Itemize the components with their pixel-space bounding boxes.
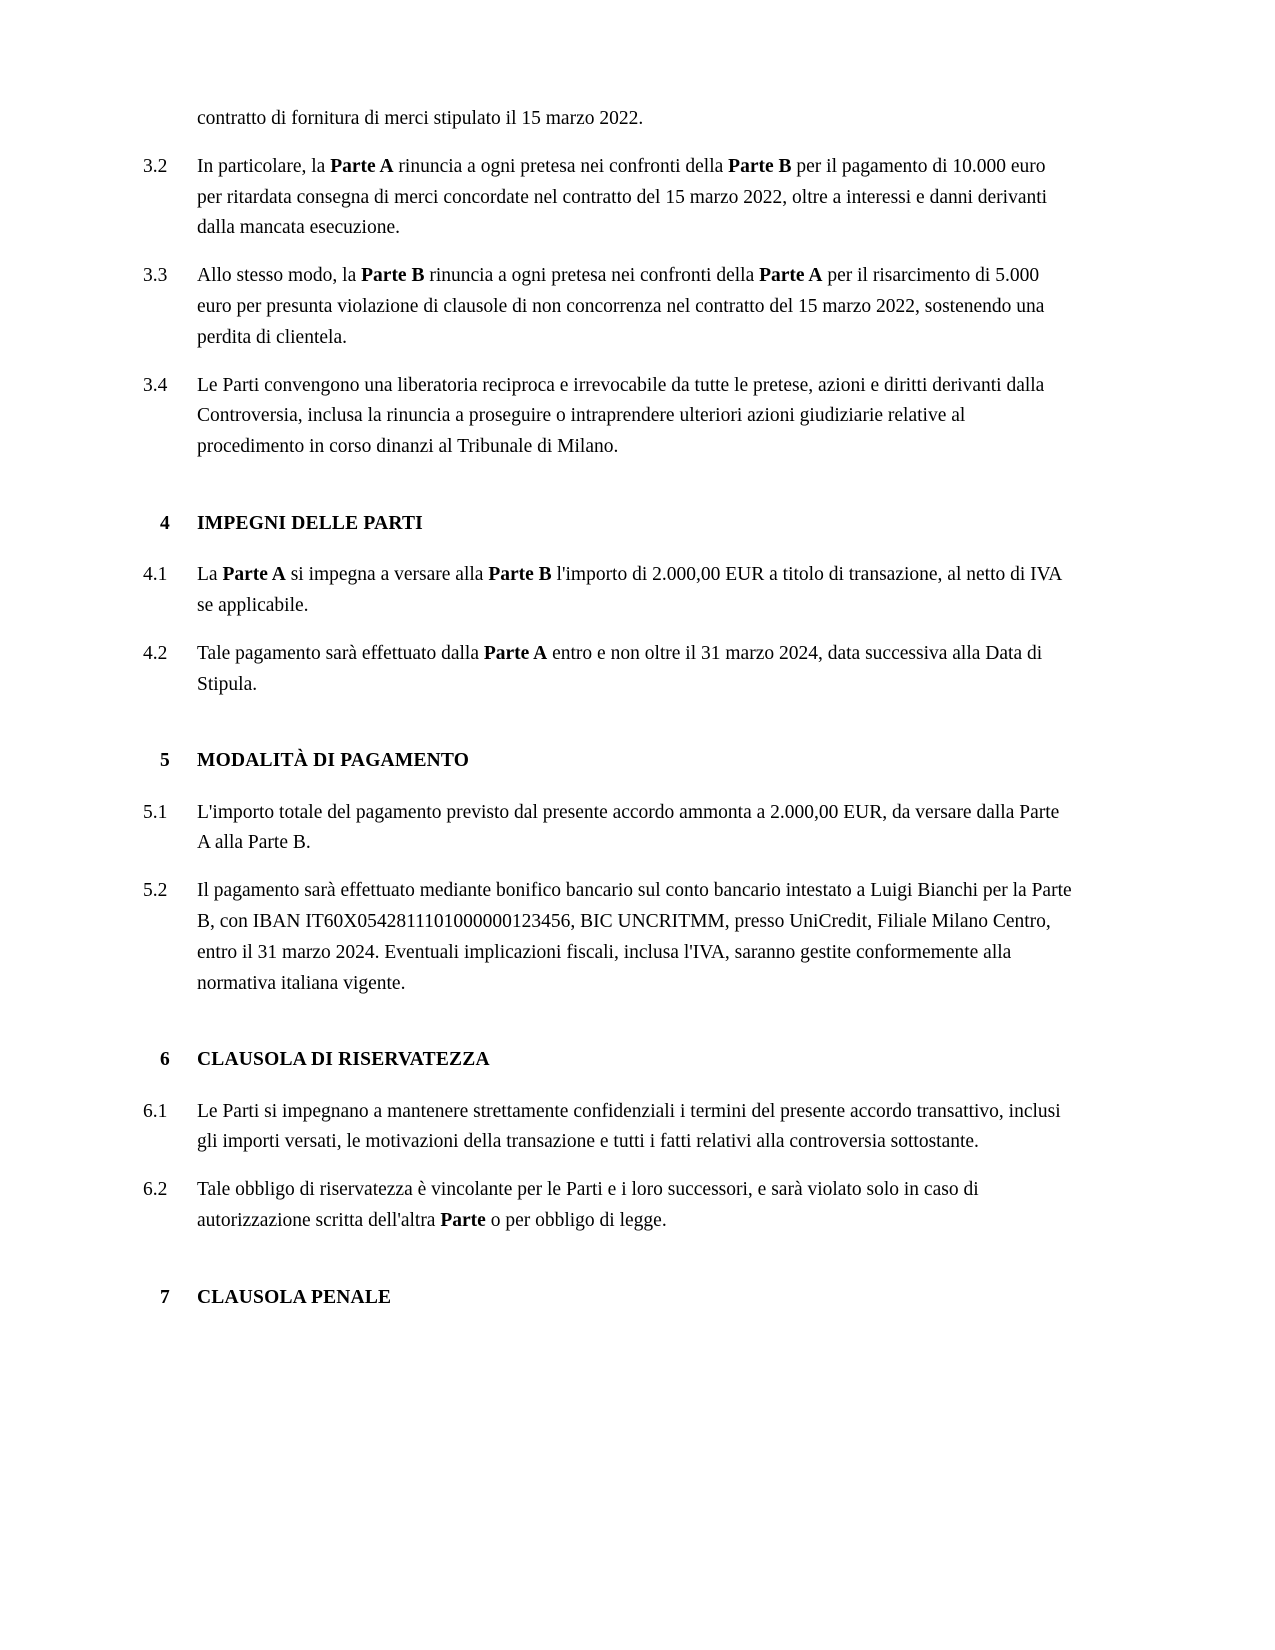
emphasis-run: Parte B	[728, 155, 792, 177]
emphasis-run: Parte A	[330, 155, 394, 177]
clause-5-1	[143, 798, 1073, 860]
clause-4-2	[143, 639, 1073, 701]
clause-text	[197, 1097, 1073, 1159]
emphasis-run: Parte A	[759, 265, 823, 287]
clause-text	[197, 560, 1073, 622]
text-run: Le Parti si impegnano a mantenere strettamente confidenziali i termini del presente accordo transattivo, inclusi gli importi versati, le motivazioni della transazione e tutti i fatti relativi alla controversia sottostante.	[197, 1100, 1061, 1153]
document-body	[143, 104, 1073, 1334]
emphasis-run: Parte A	[483, 642, 548, 664]
text-run: contratto di fornitura di merci stipulato il 15 marzo 2022.	[197, 108, 644, 129]
emphasis-run: Parte A	[222, 564, 286, 586]
emphasis-run: Parte B	[488, 564, 552, 586]
clause-4-1	[143, 560, 1073, 622]
section-heading-5	[143, 746, 1073, 775]
clause-number: 5.1	[143, 801, 168, 823]
section-heading-7	[143, 1283, 1073, 1312]
text-run: La	[197, 564, 223, 586]
section-title: CLAUSOLA DI RISERVATEZZA	[197, 1049, 490, 1071]
clause-number: 6.1	[143, 1100, 168, 1122]
text-run: L'importo totale del pagamento previsto dal presente accordo ammonta a 2.000,00 EUR, da versare dalla Parte A alla Parte B.	[197, 801, 1060, 854]
clause-text	[197, 1175, 1073, 1237]
section-number: 6	[160, 1049, 170, 1071]
section-number: 5	[160, 750, 170, 772]
clause-number: 3.3	[143, 265, 168, 287]
section-title: CLAUSOLA PENALE	[197, 1286, 392, 1308]
text-run: l'importo di 2.000,00 EUR a titolo di transazione, al netto di IVA se applicabile.	[197, 564, 1062, 617]
text-run: Le Parti convengono una liberatoria reciproca e irrevocabile da tutte le pretese, azioni e diritti derivanti dalla Controversia, inclusa la rinuncia a proseguire o intraprendere ulteriori azioni giudiziarie relative al procedimento in corso dinanzi al Tribunale di Milano.	[197, 374, 1045, 458]
section-number: 7	[160, 1286, 170, 1308]
clause-text	[197, 152, 1073, 244]
text-run: si impegna a versare alla	[285, 564, 489, 586]
clause-number: 6.2	[143, 1179, 168, 1201]
clause-text	[197, 261, 1073, 353]
clause-text	[197, 876, 1073, 999]
emphasis-run: Parte B	[361, 265, 425, 287]
emphasis-run: Parte	[440, 1210, 486, 1232]
section-title: IMPEGNI DELLE PARTI	[197, 512, 423, 534]
clause-number: 5.2	[143, 880, 168, 902]
text-run: per il pagamento di 10.000 euro per ritardata consegna di merci concordate nel contratto del 15 marzo 2022, oltre a interessi e danni derivanti dalla mancata esecuzione.	[197, 155, 1048, 239]
clause-5-2	[143, 876, 1073, 999]
clause-3-1-continuation	[197, 104, 1073, 135]
clause-number: 3.4	[143, 374, 168, 396]
section-number: 4	[160, 512, 170, 534]
clause-3-4	[143, 371, 1073, 463]
text-run: o per obbligo di legge.	[485, 1210, 667, 1232]
clause-6-2	[143, 1175, 1073, 1237]
text-run: In particolare, la	[197, 155, 331, 177]
clause-text	[197, 639, 1073, 701]
section-heading-6	[143, 1045, 1073, 1074]
clause-6-1	[143, 1097, 1073, 1159]
text-run: rinuncia a ogni pretesa nei confronti della	[424, 265, 760, 287]
text-run: Tale obbligo di riservatezza è vincolante per le Parti e i loro successori, e sarà violato solo in caso di autorizzazione scritta dell'altra	[197, 1179, 979, 1232]
clause-text	[197, 798, 1073, 860]
clause-number: 3.2	[143, 155, 168, 177]
clause-3-2	[143, 152, 1073, 244]
text-run: entro e non oltre il 31 marzo 2024, data successiva alla Data di Stipula.	[197, 642, 1043, 695]
text-run: per il risarcimento di 5.000 euro per presunta violazione di clausole di non concorrenza nel contratto del 15 marzo 2022, sostenendo una perdita di clientela.	[197, 265, 1045, 348]
text-run: Tale pagamento sarà effettuato dalla	[197, 642, 484, 664]
clause-text	[197, 371, 1073, 463]
section-title: MODALITÀ DI PAGAMENTO	[197, 750, 470, 772]
clause-3-3	[143, 261, 1073, 353]
text-run: rinuncia a ogni pretesa nei confronti della	[393, 155, 729, 177]
section-heading-4	[143, 509, 1073, 538]
text-run: Il pagamento sarà effettuato mediante bonifico bancario sul conto bancario intestato a Luigi Bianchi per la Parte B, con IBAN IT60X0542811101000000123456, BIC UNCRITMM, presso UniCredit, Filiale Milano Centro, entro il 31 marzo 2024. Eventuali implicazioni fiscali, inclusa l'IVA, saranno gestite conformemente alla normativa italiana vigente.	[197, 880, 1072, 994]
text-run: Allo stesso modo, la	[197, 265, 362, 287]
clause-number: 4.1	[143, 564, 168, 586]
clause-number: 4.2	[143, 642, 168, 664]
